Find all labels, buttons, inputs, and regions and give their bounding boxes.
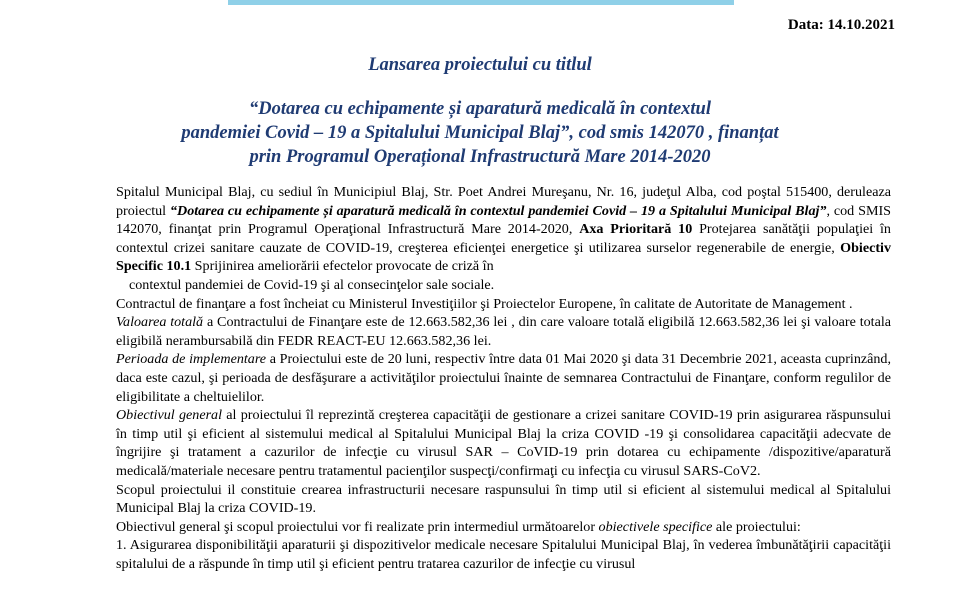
label-specific-objectives: obiectivele specifice (598, 518, 713, 535)
text-span: Protejarea sanătăţii populaţiei în contextul crizei sanitare cauzate de COVID-19, creşterea eficienţei energetice şi utilizarea surselor regenerabile de energie, (116, 221, 891, 256)
paragraph-general-objective (116, 406, 891, 480)
paragraph-total-value (116, 313, 891, 350)
paragraph-contract: Contractul de finanţare a fost încheiat cu Ministerul Investiţiilor şi Proiectelor Europene, în calitate de Autoritate de Management . (116, 295, 853, 312)
text-span: ale proiectului: (712, 518, 801, 535)
project-title-inline: “Dotarea cu echipamente și aparatură medicală în contextul pandemiei Covid – 19 a Spitalului Municipal Blaj” (169, 202, 827, 219)
project-title (60, 97, 900, 169)
paragraph-implementation-period (116, 350, 891, 406)
text-span: al proiectului îl reprezintă creşterea capacităţii de gestionare a crizei sanitare COVID-19 prin asigurarea răspunsului în timp util şi eficient al sistemului medical al Spitalului Municipal Blaj la criza COVID -19 şi consolidarea capacităţii adecvate de îngrijire şi tratament a cazurilor de infecţie cu virusul SAR – CoVID-19 prin dotarea cu echipamente /dispozitive/aparatură medicală/materiale necesare pentru tratamentul pacienţilor suspecţi/confirmaţi cu infecţia cu virusul SARS-CoV2. (116, 407, 891, 479)
project-title-line: “Dotarea cu echipamente și aparatură medicală în contextul (249, 99, 711, 119)
project-title-line: prin Programul Operațional Infrastructură Mare 2014-2020 (249, 147, 711, 167)
label-implementation-period: Perioada de implementare (116, 351, 267, 368)
specific-objective: Obiectiv Specific 10.1 (116, 239, 891, 275)
document-body (116, 183, 891, 573)
paragraph-specific-objectives-intro (116, 518, 891, 537)
text-span: a Contractului de Finanţare este de 12.663.582,36 lei , din care valoare totală eligibilă 12.663.582,36 lei şi valoare totala eligibilă nerambursabilă din FEDR REACT-EU 12.663.582,36 lei. (116, 314, 891, 349)
paragraph-continuation: contextul pandemiei de Covid-19 şi al consecinţelor sale sociale. (129, 276, 495, 293)
text-span: , cod SMIS 142070, finanţat prin Programul Operaţional Infrastructură Mare 2014-2020, (116, 202, 892, 238)
text-span: a Proiectului este de 20 luni, respectiv între data 01 Mai 2020 şi data 31 Decembrie 2021, aceasta cuprinzând, daca este cazul, şi perioada de desfăşurare a activităţilor proiectului înainte de semnarea Contractului de Finanţare, conform regulilor de eligibilitate a cheltuielilor. (116, 351, 891, 405)
announcement-heading: Lansarea proiectului cu titlul (368, 55, 592, 75)
text-span: Sprijinirea ameliorării efectelor provocate de criză în (191, 258, 494, 275)
header-rule (228, 0, 734, 5)
priority-axis: Axa Prioritară 10 (579, 221, 693, 238)
text-span: Spitalul Municipal Blaj, cu sediul în Municipiul Blaj, Str. Poet Andrei Mureşanu, Nr. 16, judeţul Alba, cod poştal 515400, deruleaza proiectul (116, 184, 891, 219)
document-date: Data: 14.10.2021 (787, 17, 895, 33)
label-total-value: Valoarea totală (116, 314, 204, 331)
text-span: Obiectivul general şi scopul proiectului vor fi realizate prin intermediul următoarelor (116, 518, 599, 535)
project-title-line: pandemiei Covid – 19 a Spitalului Municipal Blaj”, cod smis 142070 , finanțat (181, 123, 779, 143)
label-general-objective: Obiectivul general (116, 407, 223, 424)
paragraph-project-intro (116, 183, 891, 276)
paragraph-purpose: Scopul proiectului il constituie crearea infrastructurii necesare raspunsului în timp util si eficient al sistemului medical al Spitalului Municipal Blaj la criza COVID-19. (116, 481, 891, 517)
list-item-objective-1: 1. Asigurarea disponibilităţii aparaturii şi dispozitivelor medicale necesare Spitalului Municipal Blaj, în vederea îmbunătăţirii capacităţii spitalului de a răspunde în timp util şi eficient pentru tratarea cazurilor de infecţie cu virusul (116, 537, 891, 572)
